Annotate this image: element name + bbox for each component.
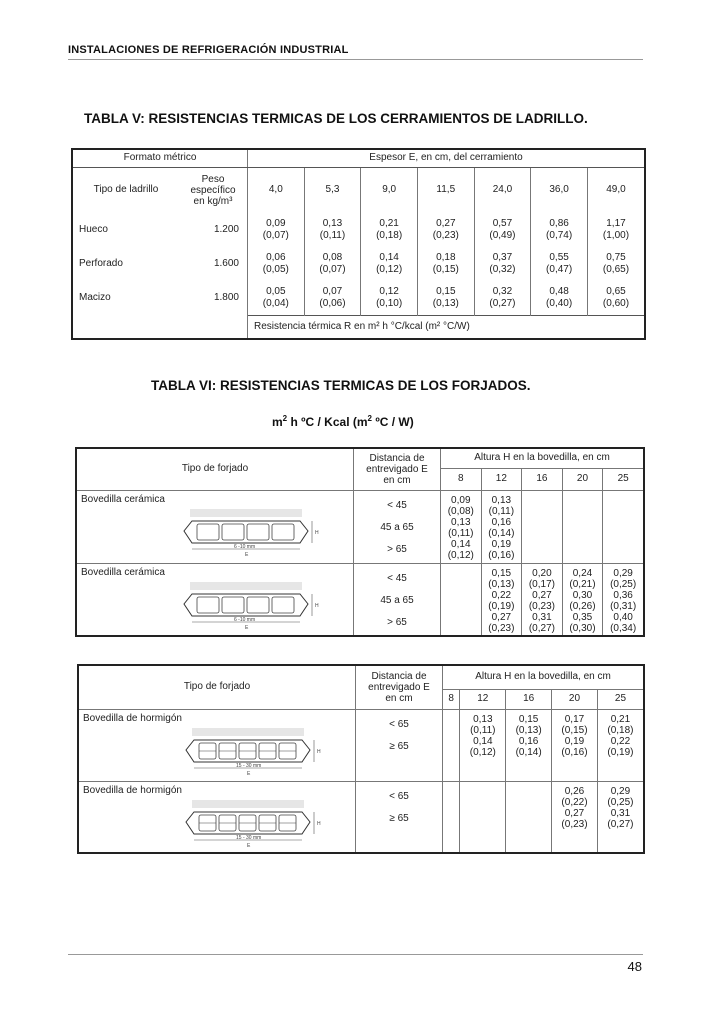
resistance-value: (0,19) (607, 746, 634, 758)
resistance-si-value: (1,00) (602, 230, 630, 241)
resistance-cell (248, 247, 305, 281)
resistance-value: 0,06 (266, 252, 286, 263)
resistance-cell (417, 213, 474, 247)
resistance-value: 0,29 (613, 567, 633, 579)
resistance-value: (0,13) (488, 578, 515, 590)
resistance-si-value: (0,47) (546, 264, 573, 275)
distancia-header: Distancia de entrevigado E en cm (354, 448, 441, 490)
resistance-value: 0,05 (266, 285, 286, 297)
resistance-value: 0,86 (549, 218, 569, 229)
resistance-value: (0,11) (488, 505, 515, 517)
resistance-si-value: (0,40) (546, 297, 573, 309)
brick-type: Perforado (79, 258, 123, 269)
distance-value: < 45 (387, 499, 407, 511)
thickness-header: 36,0 (531, 167, 588, 213)
table5-title: TABLA V: RESISTENCIAS TERMICAS DE LOS CERRAMIENTOS DE LADRILLO. (84, 111, 588, 126)
height-header: 8 (441, 468, 482, 490)
table6-hormigon (77, 664, 645, 854)
dimension-h-label: H (317, 820, 321, 827)
distance-value: 45 a 65 (380, 594, 414, 606)
brick-weight: 1.200 (179, 213, 248, 247)
header-rule (68, 59, 643, 60)
resistance-cell (587, 281, 645, 315)
height-header: 8 (443, 689, 460, 709)
dimension-label: 15 - 30 mm (236, 834, 262, 841)
thickness-header: 49,0 (606, 184, 626, 196)
resistance-cell (248, 281, 305, 315)
resistance-value: 0,35 (572, 611, 593, 623)
dimension-e-label: E (245, 551, 249, 558)
resistance-value: 0,30 (572, 589, 593, 601)
table5-footer: Resistencia térmica R en m² h °C/kcal (m² °C/W) (248, 315, 646, 339)
resistance-value: 0,15 (518, 713, 539, 725)
resistance-si-value: (0,18) (376, 230, 403, 241)
dimension-h-label: H (317, 748, 321, 755)
resistance-value: 0,40 (613, 611, 633, 623)
table-row (78, 709, 644, 781)
resistance-cell (522, 490, 563, 563)
resistance-value: (0,31) (610, 600, 637, 612)
resistance-value: (0,14) (488, 527, 515, 539)
table-row (78, 781, 644, 853)
resistance-value: (0,15) (561, 724, 588, 736)
resistance-value: 0,37 (492, 252, 513, 263)
resistance-value: 0,12 (379, 285, 399, 297)
resistance-cell (474, 213, 531, 247)
resistance-value: (0,21) (569, 578, 596, 590)
resistance-si-value: (0,74) (546, 230, 573, 241)
forjado-type: Bovedilla de hormigón (83, 712, 182, 724)
distance-value: > 65 (387, 616, 407, 628)
forjado-type-cell (76, 563, 354, 636)
resistance-cell (304, 213, 361, 247)
forjado-type-cell (76, 490, 354, 563)
resistance-value: (0,25) (607, 796, 634, 808)
thickness-header: 24,0 (474, 167, 531, 213)
dimension-label: 6 -10 mm (234, 616, 256, 623)
dimension-h-label: H (315, 529, 319, 536)
tipo-forjado-header: Tipo de forjado (78, 665, 356, 709)
resistance-value: 0,57 (492, 218, 513, 229)
resistance-value: 0,55 (549, 252, 569, 263)
resistance-value: 0,18 (436, 252, 456, 263)
dimension-label: 15 - 30 mm (236, 762, 262, 769)
resistance-value: 0,14 (451, 538, 471, 550)
peso-header (179, 167, 248, 213)
forjado-type: Bovedilla cerámica (81, 566, 165, 578)
resistance-value: (0,23) (528, 600, 555, 612)
resistance-cell (531, 213, 588, 247)
height-header: 20 (562, 468, 603, 490)
peso-line-3: en kg/m³ (193, 195, 233, 207)
resistance-value: (0,16) (561, 746, 588, 758)
resistance-cell (417, 247, 474, 281)
bovedilla-section-drawing (172, 507, 342, 563)
distance-value: 45 a 65 (380, 521, 414, 533)
resistance-cell (304, 247, 361, 281)
resistance-value: 0,24 (572, 567, 593, 579)
footer-rule (68, 954, 643, 955)
resistance-value: 0,14 (379, 252, 399, 263)
distance-value: ≥ 65 (389, 740, 409, 752)
tipo-forjado-header: Tipo de forjado (76, 448, 354, 490)
resistance-value: 0,27 (564, 807, 585, 819)
brick-weight: 1.800 (179, 281, 248, 315)
resistance-value: 0,22 (610, 735, 631, 747)
resistance-si-value: (0,15) (432, 264, 459, 275)
resistance-cell (587, 213, 645, 247)
formato-header: Formato métrico (72, 149, 248, 167)
resistance-cell (562, 490, 603, 563)
resistance-cell (531, 247, 588, 281)
resistance-si-value: (0,65) (602, 264, 630, 275)
resistance-si-value: (0,10) (376, 297, 403, 309)
dimension-e-label: E (245, 624, 249, 631)
resistance-value: (0,17) (528, 578, 555, 590)
dimension-label: 6 -10 mm (234, 543, 256, 550)
resistance-cell (361, 281, 418, 315)
dimension-e-label: E (247, 842, 251, 849)
height-header: 20 (552, 689, 598, 709)
resistance-value: 0,17 (564, 713, 585, 725)
height-header: 16 (506, 689, 552, 709)
resistance-value: 0,75 (606, 252, 626, 263)
distance-cell (356, 709, 443, 781)
resistance-value: (0,26) (569, 600, 596, 612)
resistance-value: 0,29 (610, 785, 631, 797)
resistance-cell (481, 490, 522, 563)
bovedilla-section-drawing (174, 798, 344, 854)
resistance-value: 0,22 (491, 589, 512, 601)
height-header: 12 (481, 468, 522, 490)
resistance-value: 0,19 (491, 538, 512, 550)
distance-cell (356, 781, 443, 853)
table-row (72, 281, 645, 315)
resistance-value: 0,32 (492, 285, 513, 297)
resistance-value: (0,14) (515, 746, 542, 758)
running-header: INSTALACIONES DE REFRIGERACIÓN INDUSTRIAL (68, 44, 349, 56)
resistance-value: (0,30) (569, 622, 596, 634)
distance-value: < 45 (387, 572, 407, 584)
distancia-header: Distancia de entrevigado E en cm (356, 665, 443, 709)
resistance-value: 0,65 (606, 285, 626, 297)
table6 (75, 447, 645, 637)
resistance-cell (474, 281, 531, 315)
resistance-value: (0,11) (448, 527, 474, 539)
page-number: 48 (627, 959, 642, 974)
distance-value: < 65 (389, 718, 409, 730)
table6-units: $m^2$ h ºC / Kcal ($m^2$ ºC / W) (272, 414, 414, 429)
resistance-value: (0,23) (488, 622, 515, 634)
resistance-value: (0,08) (447, 505, 474, 517)
altura-header: Altura H en la bovedilla, en cm (443, 665, 645, 689)
resistance-cell (361, 213, 418, 247)
resistance-value: (0,34) (610, 622, 637, 634)
brick-weight: 1.600 (179, 247, 248, 281)
resistance-value: (0,22) (561, 796, 588, 808)
resistance-cell (531, 281, 588, 315)
resistance-value: (0,19) (488, 600, 515, 612)
distance-cell (354, 490, 441, 563)
distance-cell (354, 563, 441, 636)
resistance-value: 0,31 (610, 807, 631, 819)
resistance-value: 0,16 (491, 516, 512, 528)
resistance-cell (304, 281, 361, 315)
resistance-value: 0,13 (451, 516, 471, 528)
resistance-cell (506, 781, 552, 853)
resistance-value: 0,26 (564, 785, 585, 797)
resistance-cell (248, 213, 305, 247)
resistance-cell (552, 709, 598, 781)
resistance-cell (506, 709, 552, 781)
resistance-si-value: (0,05) (262, 264, 289, 275)
resistance-value: (0,27) (607, 818, 634, 830)
table-row (76, 563, 644, 636)
resistance-value: (0,11) (470, 724, 496, 736)
resistance-value: 0,13 (491, 494, 512, 506)
thickness-header: 4,0 (248, 167, 305, 213)
height-header: 25 (597, 689, 644, 709)
resistance-value: 0,13 (322, 218, 343, 229)
resistance-value: 0,20 (532, 567, 552, 579)
tipo-ladrillo-header: Tipo de ladrillo (93, 184, 159, 196)
resistance-value: 0,09 (266, 218, 286, 229)
resistance-value: (0,25) (610, 578, 637, 590)
resistance-cell (522, 563, 563, 636)
resistance-value: 0,27 (491, 611, 512, 623)
resistance-cell (443, 709, 460, 781)
resistance-cell (603, 563, 644, 636)
dimension-e-label: E (247, 770, 251, 777)
resistance-value: 0,19 (564, 735, 585, 747)
resistance-si-value: (0,07) (319, 264, 346, 275)
resistance-cell (441, 563, 482, 636)
resistance-si-value: (0,06) (319, 297, 346, 309)
resistance-value: (0,16) (488, 549, 515, 561)
resistance-value: 0,27 (436, 218, 456, 229)
resistance-si-value: (0,12) (376, 264, 403, 275)
resistance-cell (597, 781, 644, 853)
resistance-value: 0,27 (532, 589, 552, 601)
resistance-value: 0,09 (451, 494, 471, 506)
height-header: 25 (603, 468, 644, 490)
resistance-cell (587, 247, 645, 281)
thickness-header: 5,3 (304, 167, 361, 213)
brick-type: Macizo (79, 292, 111, 303)
resistance-value: 0,15 (491, 567, 512, 579)
thickness-header: 11,5 (417, 167, 474, 213)
resistance-value: 0,13 (473, 713, 493, 725)
peso-line-2: específico (190, 184, 236, 196)
bovedilla-section-drawing (174, 726, 344, 782)
resistance-si-value: (0,04) (262, 297, 289, 309)
table6-title: TABLA VI: RESISTENCIAS TERMICAS DE LOS FORJADOS. (151, 378, 531, 393)
height-header: 12 (460, 689, 506, 709)
resistance-value: 0,21 (379, 218, 399, 229)
resistance-value: (0,27) (528, 622, 555, 634)
resistance-value: 0,48 (549, 285, 569, 297)
resistance-cell (481, 563, 522, 636)
forjado-type-cell (78, 709, 356, 781)
resistance-cell (562, 563, 603, 636)
forjado-type-cell (78, 781, 356, 853)
resistance-value: (0,18) (607, 724, 634, 736)
resistance-cell (361, 247, 418, 281)
forjado-type: Bovedilla de hormigón (83, 784, 182, 796)
resistance-si-value: (0,27) (489, 297, 516, 309)
resistance-si-value: (0,60) (602, 297, 630, 309)
resistance-cell (443, 781, 460, 853)
resistance-value: 0,21 (610, 713, 631, 725)
resistance-value: (0,12) (447, 549, 474, 561)
resistance-value: 1,17 (606, 218, 626, 229)
resistance-value: 0,31 (532, 611, 552, 623)
espesor-header: Espesor E, en cm, del cerramiento (248, 149, 646, 167)
resistance-cell (417, 281, 474, 315)
resistance-value: 0,07 (322, 285, 343, 297)
resistance-cell (552, 781, 598, 853)
dimension-h-label: H (315, 602, 319, 609)
table-row (72, 247, 645, 281)
resistance-value: 0,14 (473, 735, 493, 747)
distance-value: > 65 (387, 543, 407, 555)
resistance-value: 0,08 (322, 252, 343, 263)
resistance-cell (603, 490, 644, 563)
resistance-si-value: (0,23) (432, 230, 459, 241)
resistance-si-value: (0,07) (262, 230, 289, 241)
table-row (72, 213, 645, 247)
distance-value: < 65 (389, 790, 409, 802)
thickness-header: 9,0 (361, 167, 418, 213)
resistance-si-value: (0,11) (319, 230, 346, 241)
altura-header: Altura H en la bovedilla, en cm (441, 448, 645, 468)
resistance-si-value: (0,49) (489, 230, 516, 241)
resistance-cell (460, 709, 506, 781)
resistance-si-value: (0,13) (432, 297, 459, 309)
resistance-value: (0,23) (561, 818, 588, 830)
resistance-cell (441, 490, 482, 563)
peso-line-1: Peso (201, 173, 225, 185)
resistance-value: (0,13) (515, 724, 542, 736)
forjado-type: Bovedilla cerámica (81, 493, 165, 505)
resistance-value: (0,12) (469, 746, 496, 758)
resistance-value: 0,36 (613, 589, 633, 601)
bovedilla-section-drawing (172, 580, 342, 636)
brick-type: Hueco (79, 224, 108, 235)
distance-value: ≥ 65 (389, 812, 409, 824)
table-row (76, 490, 644, 563)
resistance-cell (460, 781, 506, 853)
resistance-si-value: (0,32) (489, 264, 516, 275)
resistance-cell (597, 709, 644, 781)
height-header: 16 (522, 468, 563, 490)
resistance-value: 0,16 (518, 735, 539, 747)
table5 (71, 148, 646, 340)
resistance-value: 0,15 (436, 285, 456, 297)
resistance-cell (474, 247, 531, 281)
